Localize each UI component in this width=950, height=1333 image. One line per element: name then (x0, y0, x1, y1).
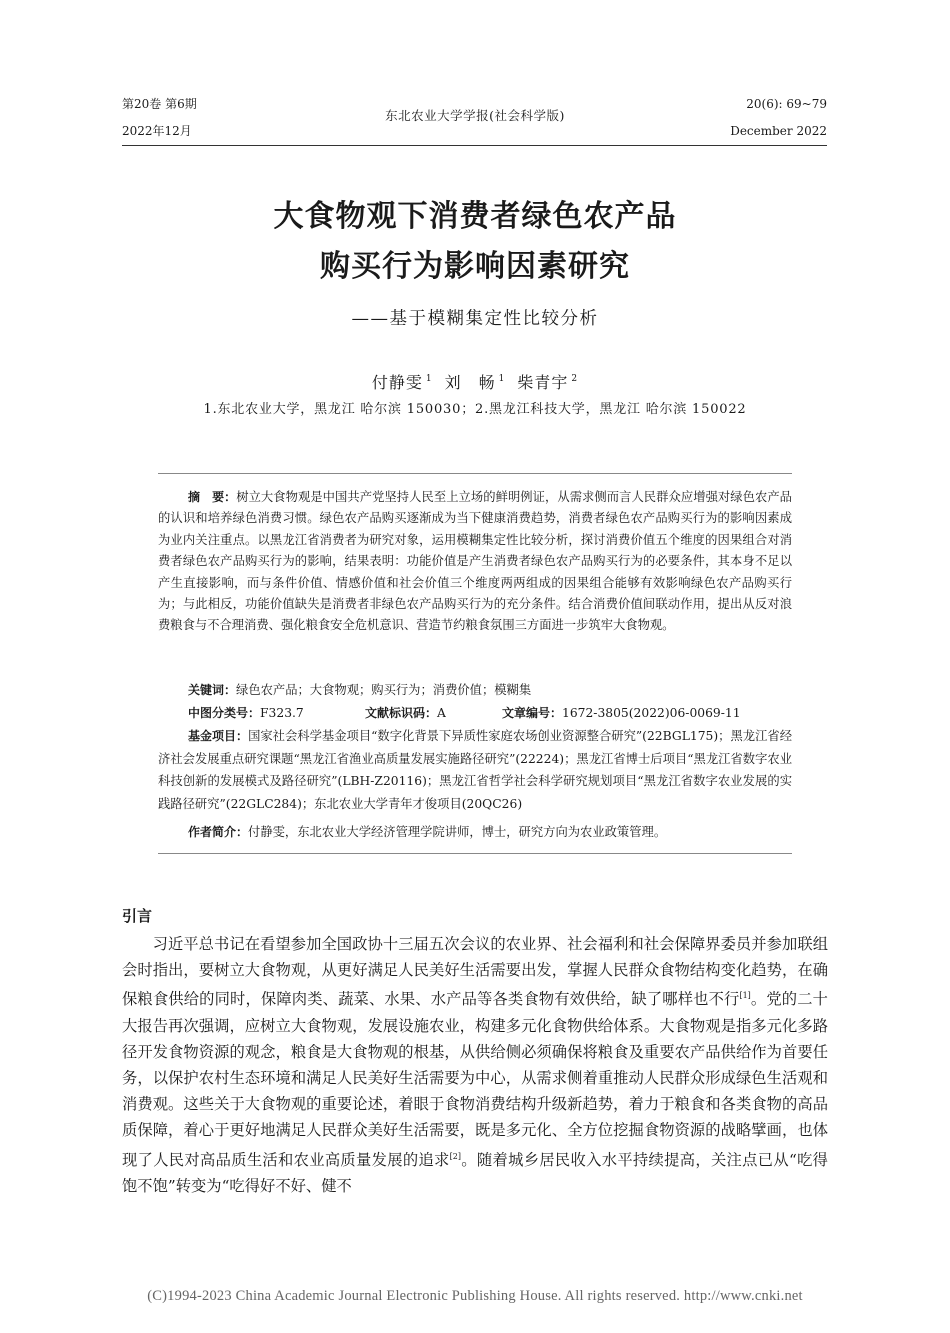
abstract-top-rule (158, 473, 792, 474)
fund-info (158, 725, 792, 815)
citation-marker[interactable]: [1] (739, 991, 751, 1001)
clc-label: 中图分类号： (188, 706, 261, 720)
section-title: 引言 (122, 907, 153, 925)
keywords (188, 680, 531, 700)
bio-label: 作者简介： (188, 825, 249, 839)
author-affil-marker: 2 (571, 374, 579, 384)
author-name: 付静雯 (371, 373, 423, 392)
classification-line (188, 703, 304, 723)
doc-code-value: A (437, 706, 446, 720)
document-code (365, 703, 446, 723)
author-name: 柴青宇 (517, 373, 569, 392)
author-name: 刘 畅 (444, 373, 496, 392)
paragraph-text: 习近平总书记在看望参加全国政协十三届五次会议的农业界、社会福利和社会保障界委员并参加联组会时指出，要树立大食物观，从更好满足人民美好生活需要出发，掌握人民群众食物结构变化趋势，在确保粮食供给的同时，保障肉类、蔬菜、水果、水产品等各类食物有效供给，缺了哪样也不行 (122, 935, 828, 1009)
keywords-text: 绿色农产品；大食物观；购买行为；消费价值；模糊集 (236, 683, 532, 697)
citation-marker[interactable]: [2] (449, 1151, 461, 1161)
page-range: 20(6): 69~79 (746, 97, 827, 111)
copyright-footer: (C)1994-2023 China Academic Journal Electronic Publishing House. All rights reserved. http://www.cnki.net (147, 1288, 803, 1304)
body-text (122, 931, 828, 1199)
affiliations: 1.东北农业大学，黑龙江 哈尔滨 150030；2.黑龙江科技大学，黑龙江 哈尔滨 150022 (203, 402, 747, 417)
doc-code-label: 文献标识码： (365, 706, 438, 720)
paragraph (122, 931, 828, 1199)
fund-label: 基金项目： (188, 729, 249, 743)
paragraph-text: 。党的二十大报告再次强调，应树立大食物观，发展设施农业，构建多元化食物供给体系。大食物观是指多元化多路径开发食物资源的观念，粮食是大食物观的根基，从供给侧必须确保将粮食及重要农产品供给作为首要任务，以保护农村生态环境和满足人民美好生活需要为中心，从需求侧着重推动人民群众形成绿色生活观和消费观。这些关于大食物观的重要论述，着眼于食物消费结构升级新趋势，着力于粮食和各类食物的高品质保障，着心于更好地满足人民群众美好生活需要，既是多元化、全方位挖掘食物资源的战略擘画，也体现了人民对高品质生活和农业高质量发展的追求 (122, 990, 828, 1169)
abstract-bottom-rule (158, 853, 792, 854)
author-affil-marker: 1 (425, 374, 433, 384)
fund-text: 国家社会科学基金项目“数字化背景下异质性家庭农场创业资源整合研究”(22BGL175)；黑龙江省经济社会发展重点研究课题“黑龙江省渔业高质量发展实施路径研究”(22224)；黑龙江省博士后项目“黑龙江省数字农业科技创新的发展模式及路径研究”(LBH-Z20116)；黑龙江省哲学社会科学研究规划项目“黑龙江省数字农业发展的实践路径研究”(22GLC284)；东北农业大学青年才俊项目(20QC26) (158, 729, 792, 811)
title-line-2: 购买行为影响因素研究 (320, 249, 630, 284)
bio-text: 付静雯，东北农业大学经济管理学院讲师，博士，研究方向为农业政策管理。 (248, 825, 667, 839)
abstract-label: 摘 要： (188, 490, 237, 504)
paragraph-text: 。随着城乡居民收入水平持续提高，关注点已从“吃得饱不饱”转变为“吃得好不好、健不 (122, 1150, 828, 1195)
journal-name: 东北农业大学学报(社会科学版) (385, 108, 565, 123)
keywords-label: 关键词： (188, 683, 237, 697)
clc-value: F323.7 (260, 706, 304, 720)
subtitle: ——基于模糊集定性比较分析 (351, 309, 599, 329)
article-no-value: 1672-3805(2022)06-0069-11 (562, 706, 741, 720)
abstract-text: 树立大食物观是中国共产党坚持人民至上立场的鲜明例证，从需求侧而言人民群众应增强对绿色农产品的认识和培养绿色消费习惯。绿色农产品购买逐渐成为当下健康消费趋势，消费者绿色农产品购买行为的影响因素成为业内关注重点。以黑龙江省消费者为研究对象，运用模糊集定性比较分析，探讨消费价值五个维度的因果组合对消费者绿色农产品购买行为的影响，结果表明：功能价值是产生消费者绿色农产品购买行为的必要条件，其本身不足以产生直接影响，而与条件价值、情感价值和社会价值三个维度两两组成的因果组合能够有效影响绿色农产品购买行为；与此相反，功能价值缺失是消费者非绿色农产品购买行为的充分条件。结合消费价值间联动作用，提出从反对浪费粮食与不合理消费、强化粮食安全危机意识、营造节约粮食氛围三方面进一步筑牢大食物观。 (158, 490, 792, 633)
author-bio (188, 822, 666, 842)
publication-date-cn: 2022年12月 (122, 124, 192, 138)
author-list (0, 369, 950, 393)
abstract (158, 487, 792, 637)
article-no-label: 文章编号： (502, 706, 563, 720)
article-number (502, 703, 741, 723)
volume-issue: 第20卷 第6期 (122, 97, 197, 111)
title-line-1: 大食物观下消费者绿色农产品 (273, 199, 677, 234)
publication-date-en: December 2022 (730, 124, 827, 138)
author-affil-marker: 1 (498, 374, 506, 384)
header-rule (122, 145, 827, 146)
